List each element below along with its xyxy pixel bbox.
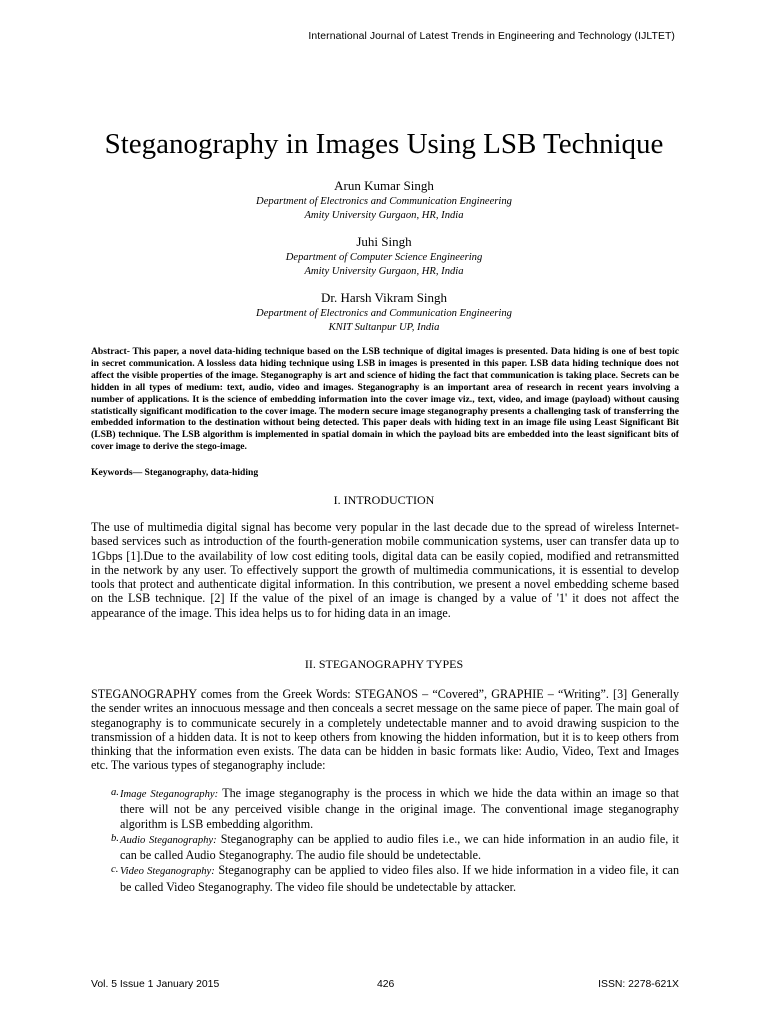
- keywords: Keywords— Steganography, data-hiding: [91, 467, 259, 478]
- author-institution: Amity University Gurgaon, HR, India: [304, 209, 464, 221]
- list-marker: a.: [111, 787, 119, 798]
- paper-title: Steganography in Images Using LSB Technique: [104, 128, 664, 160]
- list-term: Audio Steganography:: [120, 834, 217, 846]
- footer-page-number: 426: [377, 979, 395, 990]
- list-text: The image steganography is the process in which we hide the data within an image so that there will not be any perceived visible change in the original image. The conventional image steganography algorithm is LSB embedding algorithm.: [120, 786, 680, 831]
- author-department: Department of Electronics and Communication Engineering: [256, 308, 512, 319]
- author-block-1: [0, 178, 768, 222]
- author-name: Juhi Singh: [356, 234, 412, 249]
- author-institution: Amity University Gurgaon, HR, India: [304, 265, 464, 277]
- list-item: [91, 863, 679, 894]
- list-term: Image Steganography:: [120, 789, 219, 800]
- steganography-types-list: [91, 786, 679, 895]
- page-footer: [91, 979, 679, 993]
- footer-issn: ISSN: 2278-621X: [598, 979, 679, 990]
- author-name: Arun Kumar Singh: [334, 178, 434, 193]
- author-institution: KNIT Sultanpur UP, India: [328, 321, 440, 333]
- author-department: Department of Electronics and Communication Engineering: [256, 196, 512, 207]
- section-heading-introduction: I. INTRODUCTION: [333, 493, 435, 507]
- list-item: [91, 786, 679, 831]
- introduction-paragraph: The use of multimedia digital signal has become very popular in the last decade due to the spread of wireless Internet-based services such as introduction of the fourth-generation mobile communication systems, user can transfer data up to 1Gbps [1].Due to the availability of low cost editing tools, digital data can be easily copied, modified and retransmitted in the network by any user. To effectively support the growth of multimedia communications, it is essential to develop tools that protect and authenticate digital information. In this contribution, we present a novel embedding scheme based on the LSB technique. [2] If the value of the pixel of an image is changed by a value of '1' it does not affect the appearance of the image. This idea helps us to for hiding data in an image.: [91, 520, 679, 620]
- section-heading-steganography-types: II. STEGANOGRAPHY TYPES: [304, 657, 464, 671]
- list-item: [91, 832, 679, 863]
- footer-volume: Vol. 5 Issue 1 January 2015: [91, 979, 220, 990]
- author-block-2: [0, 234, 768, 278]
- author-block-3: [0, 290, 768, 334]
- abstract: Abstract- This paper, a novel data-hiding technique based on the LSB technique of digital images is presented. Data hiding is one of best topic in secret communication. A lossless data hiding technique using LSB in images is presented in this paper. LSB data hiding technique does not affect the visible properties of the image. Steganography is art and science of hiding the fact that communication is taking place. Secrets can be hidden in all types of medium: text, audio, video and images. Steganography is an important area of research in recent years involving a number of applications. It is the science of embedding information into the cover image viz., text, video, and image (payload) without causing statistically significant modification to the cover image. The modern secure image steganography presents a challenging task of transferring the embedded information to the destination without being detected. This paper deals with hiding text in an image file using Least Significant Bit (LSB) technique. The LSB algorithm is implemented in spatial domain in which the payload bits are embedded into the least significant bits of cover image to derive the stego-image.: [91, 346, 679, 453]
- list-text: Steganography can be applied to video files also. If we hide information in a video file, it can be called Video Steganography. The video file should be undetectable by attacker.: [120, 863, 679, 894]
- list-term: Video Steganography:: [120, 866, 215, 878]
- list-text: Steganography can be applied to audio files i.e., we can hide information in an audio file, it can be called Audio Steganography. The audio file should be undetectable.: [120, 831, 680, 863]
- journal-header-text: International Journal of Latest Trends in Engineering and Technology (IJLTET): [308, 31, 675, 42]
- list-marker: b.: [111, 832, 119, 844]
- steganography-types-paragraph: STEGANOGRAPHY comes from the Greek Words: STEGANOS – “Covered”, GRAPHIE – “Writing”. [3] Generally the sender writes an innocuous message and then conceals a secret message on the same piece of paper. The main goal of steganography is to communicate securely in a completely undetectable manner and to avoid drawing suspicion to the transmission of a hidden data. It is not to keep others from knowing the hidden information, but it is to keep others from thinking that the information even exists. The data can be hidden in basic formats like: Audio, Video, Text and Images etc. The various types of steganography include:: [91, 687, 679, 773]
- author-department: Department of Computer Science Engineering: [285, 252, 483, 263]
- list-marker: c.: [111, 864, 119, 876]
- author-name: Dr. Harsh Vikram Singh: [320, 290, 448, 305]
